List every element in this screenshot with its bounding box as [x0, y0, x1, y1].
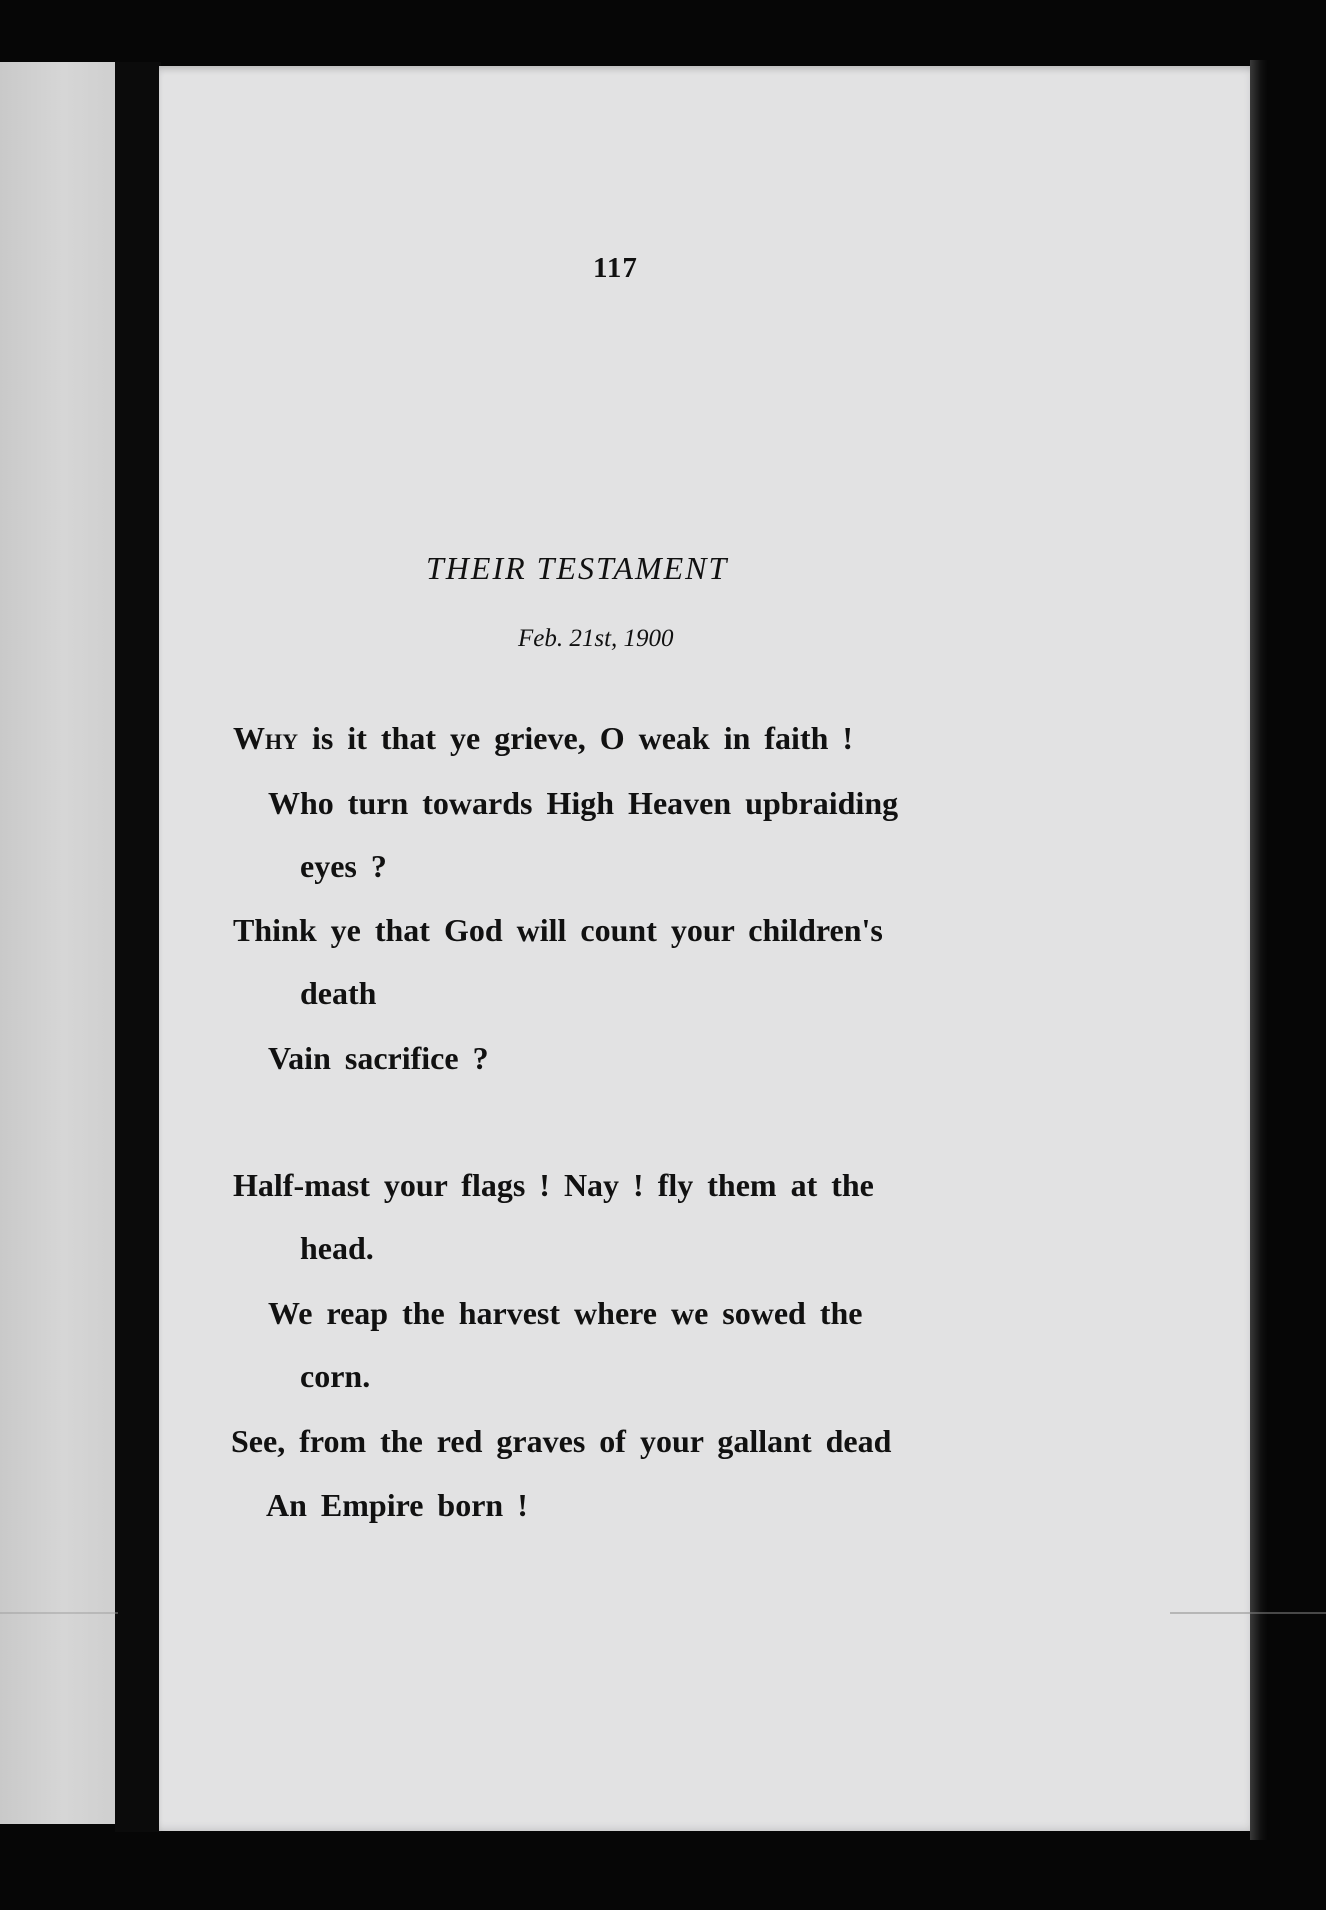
poem-line: Half-mast your flags ! Nay ! fly them at the	[233, 1167, 874, 1203]
poem-line: We reap the harvest where we sowed the	[268, 1295, 863, 1331]
poem-line: Why is it that ye grieve, O weak in faith !	[233, 720, 854, 756]
page-right-edge	[1250, 60, 1268, 1840]
book-gutter	[115, 62, 161, 1832]
poem-date: Feb. 21st, 1900	[518, 625, 674, 652]
poem-line: Who turn towards High Heaven upbraiding	[268, 785, 899, 821]
scan-line-right	[1170, 1612, 1326, 1614]
poem-line: death	[300, 975, 377, 1011]
poem-line: Think ye that God will count your children's	[233, 912, 883, 948]
poem-first-word: Why	[233, 720, 298, 756]
poem-line: head.	[300, 1230, 374, 1266]
poem-line: eyes ?	[300, 848, 387, 884]
poem-line: Vain sacrifice ?	[268, 1040, 489, 1076]
page-number: 117	[593, 252, 638, 284]
poem-line: See, from the red graves of your gallant dead	[231, 1423, 892, 1459]
scan-line-left	[0, 1612, 118, 1614]
poem-line: corn.	[300, 1358, 371, 1394]
poem-title: THEIR TESTAMENT	[426, 550, 729, 586]
poem-line: An Empire born !	[266, 1487, 528, 1523]
facing-page-edge	[0, 62, 115, 1824]
